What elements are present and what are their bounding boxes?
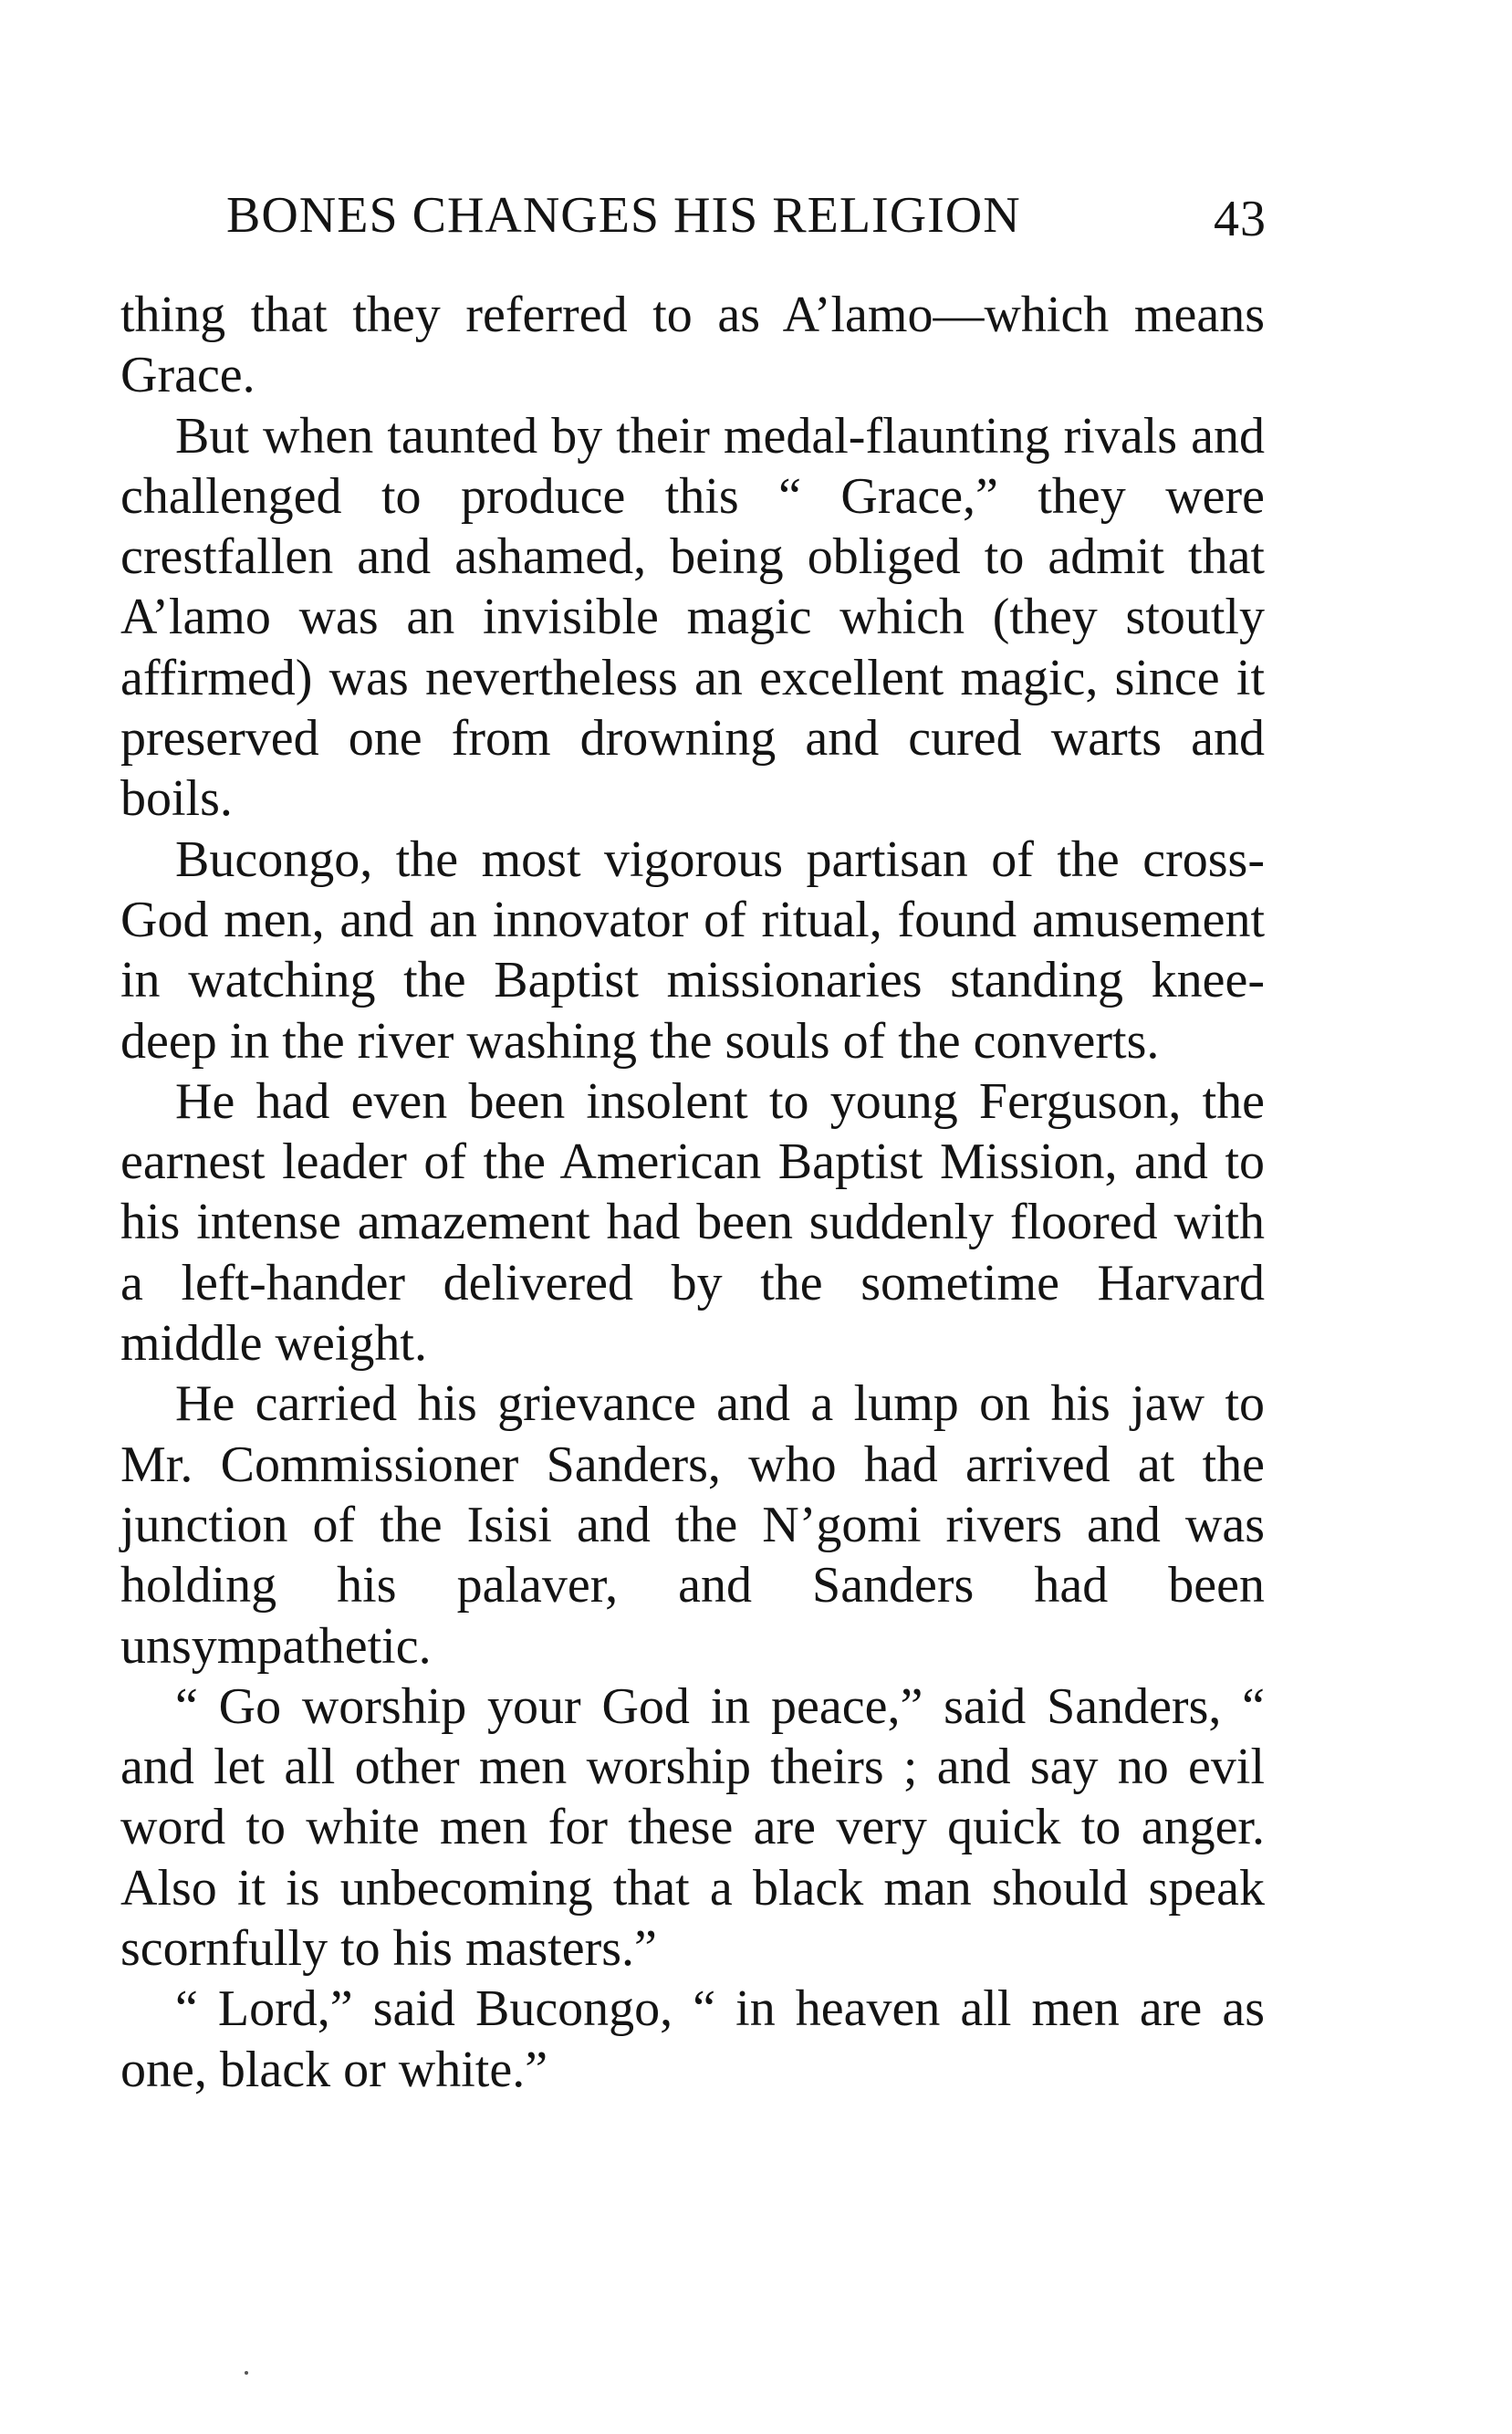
- paragraph: But when taunted by their medal-flaunting rivals and challenged to produce this “ Grace,” they were crestfallen and ashamed, being obliged to admit that A’lamo was an invisible magic which (they stoutly affirmed) was nevertheless an excellent magic, since it preserved one from drowning and cured warts and boils.: [120, 407, 1265, 828]
- ink-speck: [245, 2371, 248, 2375]
- paragraph: He had even been insolent to young Ferguson, the earnest leader of the American Baptist Mission, and to his intense amazement had been suddenly floored with a left-hander delivered by the sometime Harvard middle weight.: [120, 1072, 1265, 1373]
- page-number: 43: [1214, 191, 1267, 247]
- running-head: [226, 179, 1267, 252]
- paragraph: “ Go worship your God in peace,” said Sanders, “ and let all other men worship theirs ; and say no evil word to white men for these are very quick to anger. Also it is unbecoming that a black man should speak scornfully to his masters.”: [120, 1677, 1265, 1978]
- chapter-title: BONES CHANGES HIS RELIGION: [226, 187, 1021, 244]
- paragraph-continued: thing that they referred to as A’lamo—which means Grace.: [120, 287, 1265, 404]
- paragraph: He carried his grievance and a lump on his jaw to Mr. Commissioner Sanders, who had arrived at the junction of the Isisi and the N’gomi rivers and was holding his palaver, and Sanders had been unsympathetic.: [120, 1375, 1265, 1675]
- paragraph: Bucongo, the most vigorous partisan of the cross-God men, and an innovator of ritual, found amusement in watching the Baptist missionaries standing knee-deep in the river washing the souls of the converts.: [120, 830, 1265, 1070]
- paragraph: “ Lord,” said Bucongo, “ in heaven all men are as one, black or white.”: [120, 1980, 1265, 2098]
- body-text: [120, 285, 1265, 2100]
